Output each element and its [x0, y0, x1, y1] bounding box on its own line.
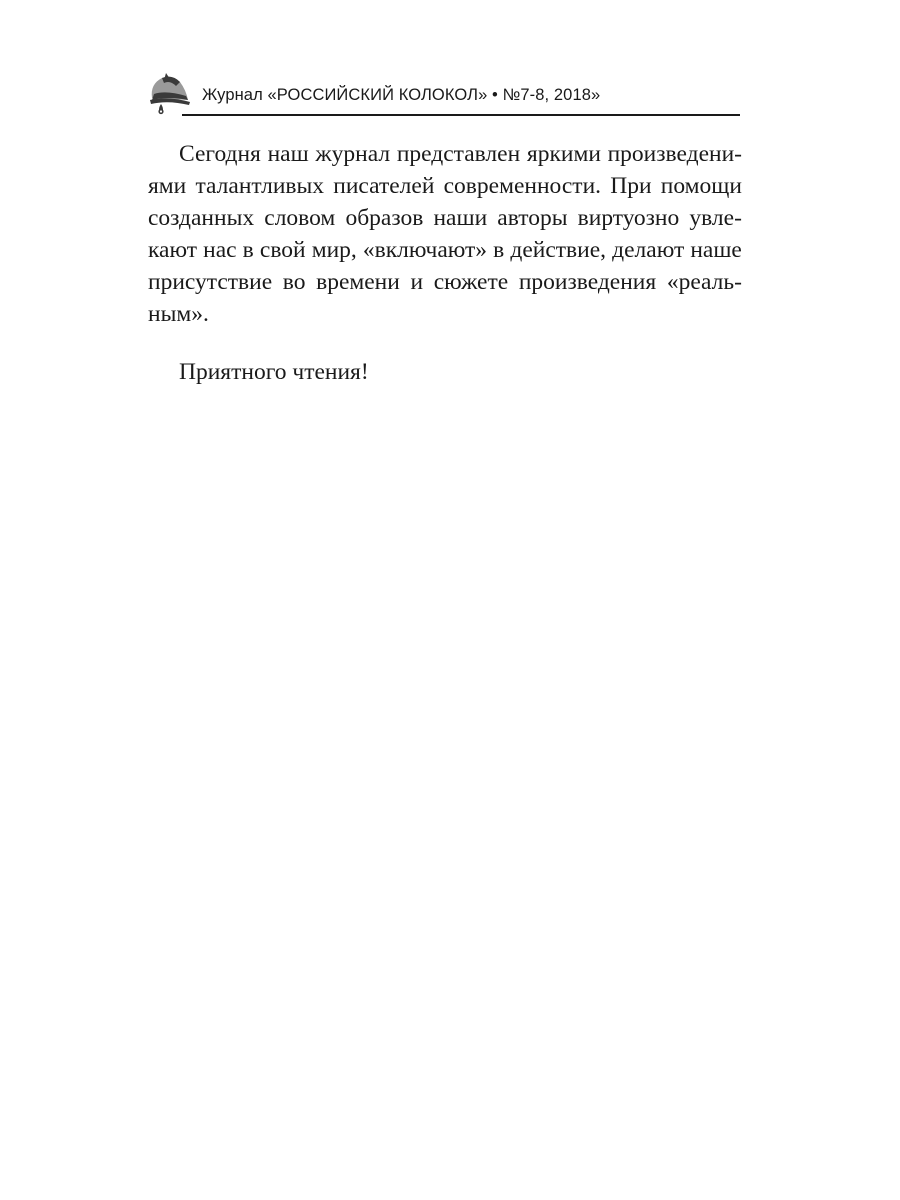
- word: «реаль-: [666, 269, 742, 295]
- word: талантливых: [195, 173, 325, 199]
- word: яркими: [526, 141, 601, 167]
- word: и: [410, 269, 424, 295]
- word: наше: [690, 237, 742, 263]
- word: кают: [148, 237, 198, 263]
- word: присутствие: [148, 269, 273, 295]
- word: произведени-: [607, 141, 742, 167]
- word: свой: [259, 237, 306, 263]
- word: виртуозно: [577, 205, 680, 231]
- header-divider: [182, 114, 740, 116]
- word: авторы: [497, 205, 568, 231]
- word: в: [493, 237, 505, 263]
- word: современности.: [443, 173, 602, 199]
- word: представлен: [396, 141, 521, 167]
- word: времени: [316, 269, 400, 295]
- paragraph-line: [148, 202, 742, 234]
- word: образов: [345, 205, 424, 231]
- bell-icon: [146, 70, 192, 118]
- word: словом: [264, 205, 336, 231]
- page-header: [146, 70, 740, 118]
- word: нас: [203, 237, 237, 263]
- word: наш: [267, 141, 309, 167]
- paragraph-line: [148, 266, 742, 298]
- word: в: [242, 237, 254, 263]
- word: созданных: [148, 205, 255, 231]
- word: увле-: [689, 205, 742, 231]
- paragraph-line: [148, 234, 742, 266]
- word: Сегодня: [179, 141, 261, 167]
- journal-title: Журнал «РОССИЙСКИЙ КОЛОКОЛ» • №7-8, 2018»: [202, 86, 601, 104]
- paragraph-line: [148, 138, 742, 170]
- word: делают: [612, 237, 685, 263]
- word: журнал: [315, 141, 391, 167]
- closing-text: Приятного чтения!: [179, 359, 369, 385]
- word: во: [282, 269, 306, 295]
- word: произведения: [518, 269, 657, 295]
- word: мир,: [311, 237, 357, 263]
- paragraph-line: [148, 170, 742, 202]
- word: сюжете: [433, 269, 509, 295]
- word: ями: [148, 173, 187, 199]
- word: наши: [433, 205, 488, 231]
- paragraph-line: ным».: [148, 301, 209, 327]
- article-paragraph: [148, 138, 742, 330]
- word: писателей: [333, 173, 435, 199]
- word: действие,: [510, 237, 607, 263]
- word: помощи: [660, 173, 742, 199]
- word: «включают»: [362, 237, 488, 263]
- word: При: [610, 173, 652, 199]
